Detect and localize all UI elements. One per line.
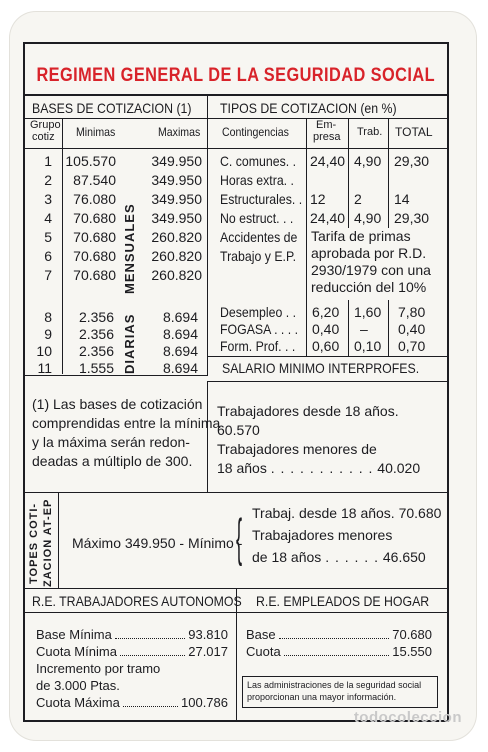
hogar-value: 70.680 — [392, 627, 432, 642]
dots: . . . . . . . . . . . — [270, 460, 374, 476]
topes-label: ZACION AT-EP — [42, 498, 54, 587]
contingencias-column — [220, 152, 302, 266]
autonomos-label: Cuota Mínima — [36, 644, 117, 659]
calendar-card — [10, 12, 476, 740]
dots — [284, 643, 390, 656]
contingencia-label: No estruct. . . — [220, 210, 294, 226]
contingencia-label: Form. Prof. . . — [220, 338, 296, 354]
minima-cell: 1.555 — [78, 360, 114, 376]
empresa-cell: 24,40 — [310, 210, 346, 226]
trab-cell: 4,90 — [354, 153, 382, 169]
divider — [207, 96, 208, 376]
hogar-row — [246, 626, 432, 643]
col-grupo: cotiz — [32, 131, 55, 143]
diarias-label: DIARIAS — [122, 313, 137, 374]
contingencia-label: C. comunes. . — [220, 153, 297, 169]
grupo-cell: 2 — [44, 172, 52, 188]
empresa-cell: 12 — [310, 191, 326, 207]
trab-cell: 4,90 — [354, 210, 382, 226]
tipos-header: TIPOS DE COTIZACION (en %) — [220, 100, 397, 116]
empresa-cell — [310, 171, 345, 190]
minima-cell: 70.680 — [73, 210, 116, 226]
minimas-column — [64, 152, 116, 285]
mensuales-label: MENSUALES — [122, 203, 137, 294]
nota-text — [32, 395, 220, 471]
autonomos-value: 27.017 — [188, 644, 228, 659]
salario-row — [217, 402, 437, 440]
maxima-cell: 8.694 — [162, 343, 198, 359]
topes-label: TOPES COTI- — [28, 502, 40, 584]
watermark: todocoleccion — [353, 709, 462, 726]
total-cell: 0,70 — [398, 338, 426, 354]
hogar-label: Base — [246, 627, 276, 642]
nota-line: y la máxima serán redon- — [32, 434, 190, 450]
col-grupo: Grupo — [30, 119, 61, 131]
salario-label: Trabajadores desde 18 años. — [217, 403, 399, 419]
dots — [120, 643, 185, 656]
total-cell: 7,80 — [398, 304, 426, 320]
autonomos-label: Cuota Máxima — [36, 695, 120, 710]
accidentes-label: Accidentes de — [220, 229, 298, 245]
contingencia-label: Desempleo . . — [220, 304, 297, 320]
tarifa-line: 2930/1979 con una — [311, 262, 431, 278]
hogar-label: Cuota — [246, 644, 281, 659]
divider — [25, 612, 447, 613]
accidentes-label: Trabajo y E.P. — [220, 248, 297, 264]
grupo-cell: 8 — [44, 309, 52, 325]
minima-cell: 2.356 — [78, 343, 114, 359]
divider — [25, 118, 447, 119]
col-trab: Trab. — [357, 126, 383, 138]
total-cell: 29,30 — [394, 210, 430, 226]
divider — [62, 118, 63, 148]
maxima-cell: 8.694 — [162, 326, 198, 342]
total-cell: 0,40 — [398, 321, 426, 337]
hogar-value: 15.550 — [392, 644, 432, 659]
grupo-cell: 3 — [44, 191, 52, 207]
topes-label-row: Trabaj. desde 18 años. — [252, 505, 395, 521]
topes-row — [252, 502, 441, 524]
minima-cell: 2.356 — [78, 326, 114, 342]
grupo-cell: 7 — [44, 267, 52, 283]
minima-cell: 76.080 — [73, 191, 116, 207]
autonomos-incremento: de 3.000 Ptas. — [36, 678, 120, 693]
trab-cell: 2 — [354, 191, 362, 207]
salario-label: Trabajadores menores de — [217, 441, 377, 457]
total-column-2 — [398, 304, 425, 355]
empresa-cell: 0,40 — [312, 321, 340, 337]
maxima-cell: 349.950 — [151, 153, 202, 169]
trab-cell — [354, 171, 381, 190]
contingencia-label: Horas extra. . — [220, 172, 294, 188]
empresa-column-2 — [312, 304, 339, 355]
maxima-cell: 349.950 — [151, 172, 202, 188]
total-cell: 29,30 — [394, 153, 430, 169]
grupo-column — [30, 309, 52, 377]
topes-text — [252, 502, 441, 568]
minima-cell: 70.680 — [73, 267, 116, 283]
divider — [25, 148, 447, 149]
empresa-cell: 6,20 — [312, 304, 340, 320]
autonomos-label: Base Mínima — [36, 627, 112, 642]
topes-value: 70.680 — [398, 505, 442, 521]
grupo-cell: 10 — [36, 343, 52, 359]
col-contingencias: Contingencias — [222, 125, 289, 139]
minima-cell: 105.570 — [65, 153, 116, 169]
divider — [207, 381, 208, 492]
col-minimas: Minimas — [76, 125, 116, 139]
hogar-body — [246, 626, 432, 660]
grupo-column — [30, 152, 52, 285]
tarifa-box — [307, 228, 447, 300]
tarifa-line: aprobada por R.D. — [311, 245, 427, 261]
maxima-cell: 260.820 — [151, 229, 202, 245]
salario-row — [217, 459, 437, 478]
hogar-row — [246, 643, 432, 660]
salario-value: 60.570 — [217, 422, 260, 438]
col-empresa: presa — [313, 131, 341, 143]
dots: . . . . . . — [325, 549, 379, 565]
maxima-cell: 260.820 — [151, 248, 202, 264]
col-empresa: Em- — [316, 119, 337, 131]
grupo-cell: 1 — [44, 153, 52, 169]
grupo-cell: 6 — [44, 248, 52, 264]
maxima-cell: 349.950 — [151, 210, 202, 226]
contingencia-label: Estructurales. . — [220, 191, 303, 207]
bases-header: BASES DE COTIZACION (1) — [32, 100, 192, 116]
maxima-cell: 260.820 — [151, 267, 202, 283]
hogar-header: R.E. EMPLEADOS DE HOGAR — [256, 593, 430, 609]
divider — [58, 492, 59, 588]
grupo-cell: 9 — [44, 326, 52, 342]
dots — [115, 626, 185, 639]
note-line: proporcionan una mayor información. — [247, 692, 397, 702]
grupo-cell: 11 — [37, 360, 52, 376]
total-cell: 14 — [394, 191, 410, 207]
autonomos-row — [36, 643, 228, 660]
autonomos-row — [36, 694, 228, 711]
minimas-column — [64, 309, 114, 377]
brace-icon: { — [236, 509, 243, 567]
topes-maximo: Máximo 349.950 - Mínimo - — [72, 535, 243, 551]
trab-column — [354, 152, 381, 228]
topes-label-row: de 18 años — [252, 549, 322, 565]
empresa-cell: 0,60 — [312, 338, 340, 354]
maximas-column — [150, 152, 202, 285]
tarifa-line: Tarifa de primas — [311, 228, 411, 244]
trab-column-2 — [354, 304, 381, 355]
autonomos-body — [36, 626, 228, 711]
hogar-note — [242, 676, 438, 708]
dots — [279, 626, 390, 639]
minima-cell: 2.356 — [78, 309, 114, 325]
divider — [25, 492, 447, 493]
autonomos-value: 100.786 — [181, 695, 228, 710]
contingencias-column-2 — [220, 304, 298, 355]
divider — [25, 375, 207, 376]
tarifa-text — [311, 228, 431, 296]
topes-value: 46.650 — [382, 549, 426, 565]
nota-line: deadas a múltiplo de 300. — [32, 453, 193, 469]
empresa-cell: 24,40 — [310, 153, 346, 169]
salario-label: 18 años — [217, 460, 267, 476]
minima-cell: 87.540 — [73, 172, 116, 188]
divider — [207, 356, 447, 357]
autonomos-incremento: Incremento por tramo — [36, 661, 161, 676]
grupo-cell: 4 — [44, 210, 52, 226]
tarifa-line: reducción del 10% — [311, 279, 427, 295]
trab-cell: 1,60 — [354, 304, 382, 320]
empresa-column — [310, 152, 345, 228]
title-box — [25, 58, 447, 96]
minima-cell: 70.680 — [73, 229, 116, 245]
note-line: Las administraciones de la seguridad social — [247, 680, 422, 690]
maxima-cell: 8.694 — [162, 309, 198, 325]
col-maximas: Maximas — [158, 125, 201, 139]
total-cell — [394, 171, 429, 190]
divider — [207, 381, 447, 382]
dots — [123, 694, 178, 707]
page-title: REGIMEN GENERAL DE LA SEGURIDAD SOCIAL — [36, 65, 436, 86]
col-total: TOTAL — [395, 125, 433, 139]
nota-line: (1) Las bases de cotización — [32, 396, 203, 412]
divider — [62, 148, 63, 374]
maxima-cell: 8.694 — [162, 360, 198, 376]
maximas-column — [150, 309, 198, 377]
trab-cell: 0,10 — [354, 338, 382, 354]
trab-cell: – — [360, 321, 368, 337]
total-column — [394, 152, 429, 228]
nota-line: comprendidas entre la mínima — [32, 415, 221, 431]
autonomos-header: R.E. TRABAJADORES AUTONOMOS — [32, 593, 242, 609]
maxima-cell: 349.950 — [151, 191, 202, 207]
salario-header: SALARIO MINIMO INTERPROFES. — [222, 360, 420, 376]
grupo-cell: 5 — [44, 229, 52, 245]
contingencia-label: FOGASA . . . . — [220, 321, 299, 337]
minima-cell: 70.680 — [73, 248, 116, 264]
topes-label-row: Trabajadores menores — [252, 527, 393, 543]
salario-text — [217, 402, 437, 478]
autonomos-value: 93.810 — [188, 627, 228, 642]
autonomos-row — [36, 626, 228, 643]
salario-value: 40.020 — [377, 460, 421, 476]
topes-row — [252, 546, 441, 568]
